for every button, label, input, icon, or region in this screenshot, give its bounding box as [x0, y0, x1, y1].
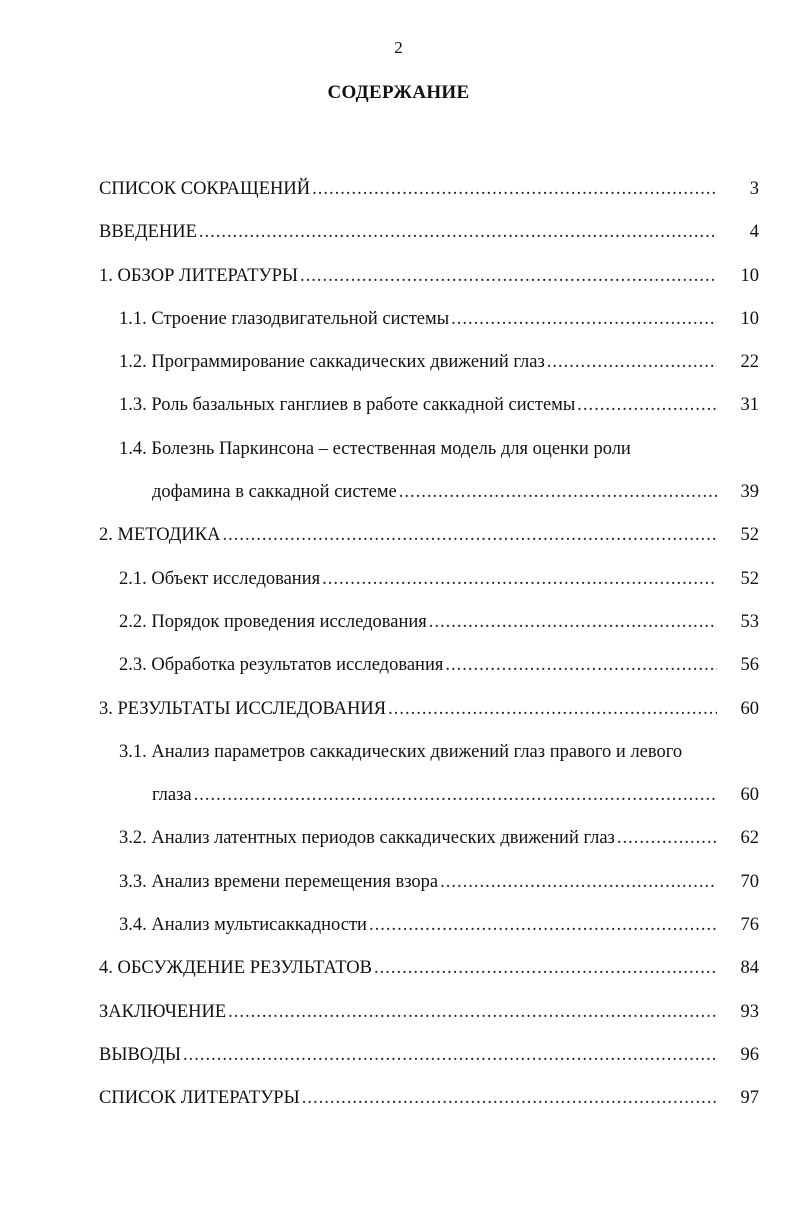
toc-entry-introduction [99, 211, 759, 254]
page-title: СОДЕРЖАНИЕ [327, 82, 470, 103]
toc-dot-leader [199, 211, 717, 254]
toc-page-number: 39 [740, 482, 759, 503]
toc-entry-text: 2.3. Обработка результатов исследования [119, 655, 444, 676]
toc-dot-leader [183, 1034, 717, 1077]
toc-entry-section-2-1 [99, 558, 759, 601]
toc-entry-text: 2.2. Порядок проведения исследования [119, 611, 427, 632]
toc-entry-text: 1.1. Строение глазодвигательной системы [119, 308, 450, 329]
toc-entry-chapter-4 [99, 947, 759, 990]
toc-entry-section-3-2 [99, 817, 759, 860]
toc-entry-section-3-4 [99, 904, 759, 947]
toc-entry-text: 1.4. Болезнь Паркинсона – естественная модель для оценки роли [119, 438, 631, 459]
toc-page-number: 22 [740, 352, 759, 373]
toc-entry-text: 1.3. Роль базальных ганглиев в работе саккадной системы [119, 395, 576, 416]
toc-page-number: 31 [740, 395, 759, 416]
toc-dot-leader [440, 861, 717, 904]
toc-entry-references [99, 1077, 759, 1120]
toc-dot-leader [577, 384, 717, 427]
toc-page-number: 52 [740, 568, 759, 589]
toc-dot-leader [322, 558, 717, 601]
toc-entry-section-1-4-line1 [99, 428, 759, 471]
toc-entry-section-3-3 [99, 861, 759, 904]
toc-entry-section-2-2 [99, 601, 759, 644]
toc-dot-leader [228, 991, 717, 1034]
toc-dot-leader [300, 255, 717, 298]
toc-page-number: 93 [740, 1001, 759, 1022]
toc-entry-text: 1.2. Программирование саккадических движений глаз [119, 352, 545, 373]
toc-dot-leader [617, 817, 717, 860]
toc-entry-text: 3.2. Анализ латентных периодов саккадических движений глаз [119, 828, 615, 849]
toc-entry-text: глаза [152, 785, 192, 806]
toc-entry-section-1-1 [99, 298, 759, 341]
toc-entry-text: 3. РЕЗУЛЬТАТЫ ИССЛЕДОВАНИЯ [99, 698, 387, 719]
toc-entry-chapter-3 [99, 688, 759, 731]
toc-page-number: 70 [740, 871, 759, 892]
toc-dot-leader [194, 774, 717, 817]
toc-entry-findings [99, 1034, 759, 1077]
toc-page-number: 53 [740, 611, 759, 632]
toc-entry-section-2-3 [99, 644, 759, 687]
toc-page-number: 96 [740, 1044, 759, 1065]
toc-page-number: 10 [740, 265, 759, 286]
toc-page-number: 60 [740, 785, 759, 806]
toc-page-number: 76 [740, 915, 759, 936]
page-number: 2 [394, 38, 403, 57]
toc-dot-leader [374, 947, 717, 990]
toc-entry-text: 3.4. Анализ мультисаккадности [119, 915, 367, 936]
toc-entry-chapter-1 [99, 255, 759, 298]
toc-page-number: 10 [740, 308, 759, 329]
toc-entry-conclusion [99, 991, 759, 1034]
table-of-contents [99, 168, 759, 1121]
toc-entry-text: СПИСОК ЛИТЕРАТУРЫ [99, 1088, 300, 1109]
toc-page-number: 60 [740, 698, 759, 719]
toc-dot-leader [399, 471, 717, 514]
toc-dot-leader [429, 601, 717, 644]
toc-entry-text: 3.1. Анализ параметров саккадических движений глаз правого и левого [119, 741, 683, 762]
toc-dot-leader [312, 168, 717, 211]
toc-entry-section-3-1-line2 [99, 774, 759, 817]
toc-dot-leader [547, 341, 717, 384]
toc-dot-leader [445, 644, 717, 687]
toc-page-number: 4 [749, 222, 759, 243]
toc-entry-text: ЗАКЛЮЧЕНИЕ [99, 1001, 227, 1022]
toc-entry-text: дофамина в саккадной системе [152, 482, 397, 503]
toc-entry-section-1-4-line2 [99, 471, 759, 514]
toc-entry-chapter-2 [99, 514, 759, 557]
toc-entry-text: СПИСОК СОКРАЩЕНИЙ [99, 179, 311, 199]
toc-page-number: 52 [740, 525, 759, 546]
toc-dot-leader [388, 688, 717, 731]
toc-entry-abbreviations [99, 168, 759, 211]
toc-page-number: 97 [740, 1088, 759, 1109]
toc-dot-leader [451, 298, 717, 341]
toc-entry-section-1-2 [99, 341, 759, 384]
toc-entry-text: ВВЕДЕНИЕ [99, 222, 197, 243]
toc-page-number: 3 [749, 179, 759, 199]
toc-entry-text: 4. ОБСУЖДЕНИЕ РЕЗУЛЬТАТОВ [99, 958, 372, 979]
toc-entry-text: 1. ОБЗОР ЛИТЕРАТУРЫ [99, 265, 299, 286]
toc-entry-text: 2. МЕТОДИКА [99, 525, 221, 546]
toc-dot-leader [222, 514, 717, 557]
toc-page-number: 56 [740, 655, 759, 676]
toc-dot-leader [302, 1077, 717, 1120]
toc-entry-section-1-3 [99, 384, 759, 427]
toc-page-number: 84 [740, 958, 759, 979]
toc-dot-leader [369, 904, 717, 947]
toc-entry-text: 3.3. Анализ времени перемещения взора [119, 871, 439, 892]
toc-entry-text: ВЫВОДЫ [99, 1044, 182, 1065]
toc-entry-section-3-1-line1 [99, 731, 759, 774]
toc-page-number: 62 [740, 828, 759, 849]
toc-entry-text: 2.1. Объект исследования [119, 568, 321, 589]
